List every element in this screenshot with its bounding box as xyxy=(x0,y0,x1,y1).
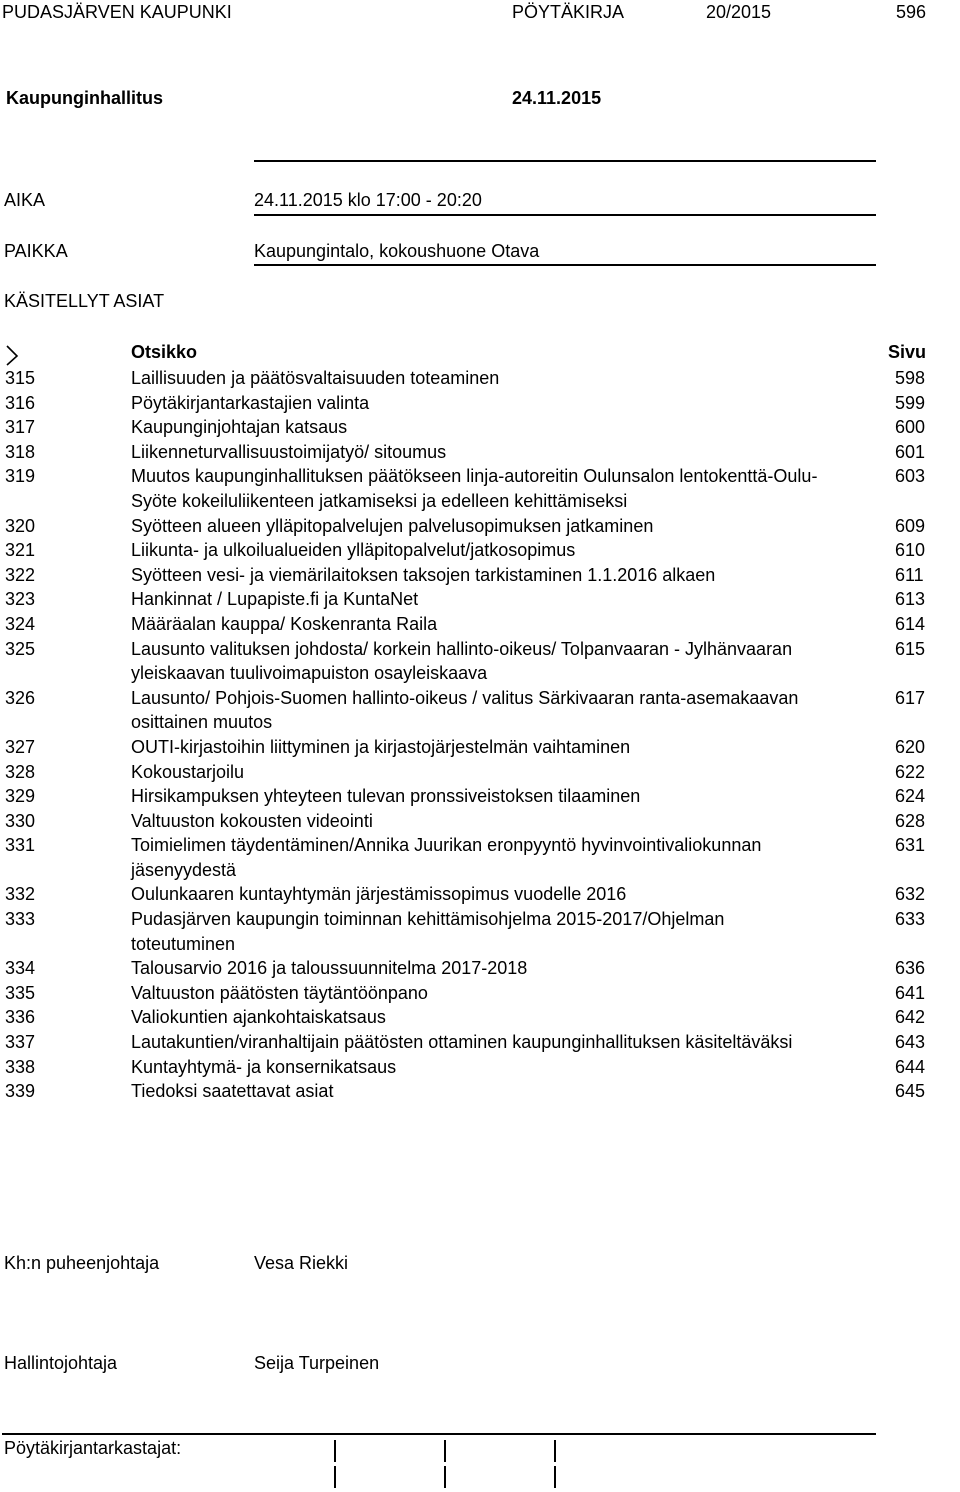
toc-item-page: 643 xyxy=(895,1032,926,1053)
toc-item-number: 316 xyxy=(5,392,36,413)
toc-item-page: 632 xyxy=(895,884,926,905)
toc-row xyxy=(0,1030,960,1055)
toc-item-number: 318 xyxy=(5,441,36,462)
paikka-label: PAIKKA xyxy=(4,241,68,261)
signature-bar xyxy=(554,1466,556,1488)
aika-divider xyxy=(254,214,876,216)
section-title: KÄSITELLYT ASIAT xyxy=(4,291,165,311)
toc-item-page: 598 xyxy=(895,368,926,388)
toc-item-page: 642 xyxy=(895,1007,926,1028)
toc-item-number: 332 xyxy=(5,884,36,905)
director-label: Hallintojohtaja xyxy=(4,1353,118,1373)
toc-item-number: 327 xyxy=(5,736,36,757)
toc-item-page: 603 xyxy=(895,466,926,487)
toc-item-title: Tiedoksi saatettavat asiat xyxy=(131,1081,334,1102)
toc-row xyxy=(0,784,960,809)
toc-item-number: 321 xyxy=(5,540,36,561)
signature-bar xyxy=(334,1440,336,1462)
toc-item-number: 328 xyxy=(5,761,36,782)
governing-body: Kaupunginhallitus xyxy=(6,88,163,108)
toc-item-page: 624 xyxy=(895,786,926,807)
toc-item-page: 610 xyxy=(895,540,926,561)
toc-item-number: 333 xyxy=(5,909,36,930)
toc-item-number: 325 xyxy=(5,638,36,659)
toc-item-number: 336 xyxy=(5,1007,36,1028)
toc-item-number: 329 xyxy=(5,786,36,807)
toc-item-title: Lausunto/ Pohjois-Suomen hallinto-oikeus / valitus Särkivaaran ranta-asemakaavan osittainen muutos xyxy=(131,687,799,733)
toc-row xyxy=(0,415,960,440)
toc-item-page: 601 xyxy=(895,441,926,462)
chair-name: Vesa Riekki xyxy=(254,1253,349,1273)
toc-item-number: 338 xyxy=(5,1056,36,1077)
toc-row xyxy=(0,514,960,539)
toc-item-title: Syötteen vesi- ja viemärilaitoksen taksojen tarkistaminen 1.1.2016 alkaen xyxy=(131,564,716,585)
footer-divider xyxy=(2,1433,876,1435)
toc-item-number: 322 xyxy=(5,564,36,585)
toc-item-number: 319 xyxy=(5,466,36,487)
toc-row xyxy=(0,612,960,637)
toc-item-title: Syötteen alueen ylläpitopalvelujen palvelusopimuksen jatkaminen xyxy=(131,515,654,536)
toc-item-number: 317 xyxy=(5,417,36,438)
toc-item-number: 334 xyxy=(5,958,36,979)
toc-item-page: 600 xyxy=(895,417,926,438)
toc-row xyxy=(0,587,960,612)
toc-row xyxy=(0,1055,960,1080)
signature-bar xyxy=(334,1466,336,1488)
toc-row xyxy=(0,366,960,391)
toc-item-number: 324 xyxy=(5,613,36,634)
toc-item-page: 636 xyxy=(895,958,926,979)
paragraph-anchor-icon xyxy=(5,344,19,366)
checkers-label: Pöytäkirjantarkastajat: xyxy=(4,1438,182,1458)
signature-bar xyxy=(444,1466,446,1488)
chair-label: Kh:n puheenjohtaja xyxy=(4,1253,160,1273)
aika-label: AIKA xyxy=(4,190,46,210)
toc-table xyxy=(0,342,960,1104)
toc-item-title: Oulunkaaren kuntayhtymän järjestämissopimus vuodelle 2016 xyxy=(131,884,627,905)
toc-item-title: Määräalan kauppa/ Koskenranta Raila xyxy=(131,613,438,634)
toc-item-page: 613 xyxy=(895,589,926,610)
toc-col-title: Otsikko xyxy=(131,342,198,362)
toc-row xyxy=(0,1005,960,1030)
toc-row xyxy=(0,735,960,760)
toc-item-title: Kuntayhtymä- ja konsernikatsaus xyxy=(131,1056,397,1077)
toc-item-page: 615 xyxy=(895,638,926,659)
page-number: 596 xyxy=(896,2,927,22)
toc-item-number: 326 xyxy=(5,687,36,708)
toc-item-page: 641 xyxy=(895,982,926,1003)
toc-item-number: 337 xyxy=(5,1032,36,1053)
toc-item-number: 323 xyxy=(5,589,36,610)
toc-row xyxy=(0,833,960,882)
toc-item-title: Pöytäkirjantarkastajien valinta xyxy=(131,392,370,413)
toc-item-number: 339 xyxy=(5,1081,36,1102)
toc-item-page: 614 xyxy=(895,613,926,634)
toc-row xyxy=(0,440,960,465)
toc-item-title: Pudasjärven kaupungin toiminnan kehittämisohjelma 2015-2017/Ohjelman toteutuminen xyxy=(131,909,725,954)
toc-row xyxy=(0,809,960,834)
toc-row xyxy=(0,981,960,1006)
toc-item-title: Kokoustarjoilu xyxy=(131,761,245,782)
toc-row xyxy=(0,882,960,907)
toc-item-number: 330 xyxy=(5,810,36,831)
toc-item-title: Valtuuston päätösten täytäntöönpano xyxy=(131,982,428,1003)
toc-item-page: 633 xyxy=(895,909,926,930)
toc-row xyxy=(0,464,960,513)
director-name: Seija Turpeinen xyxy=(254,1353,380,1373)
toc-row xyxy=(0,563,960,588)
toc-item-page: 628 xyxy=(895,810,926,831)
document-number: 20/2015 xyxy=(706,2,772,22)
toc-row xyxy=(0,1079,960,1104)
toc-item-title: Laillisuuden ja päätösvaltaisuuden toteaminen xyxy=(131,368,500,388)
toc-item-page: 644 xyxy=(895,1056,926,1077)
toc-item-title: Liikunta- ja ulkoilualueiden ylläpitopalvelut/jatkosopimus xyxy=(131,540,576,561)
toc-item-page: 599 xyxy=(895,392,926,413)
paikka-value: Kaupungintalo, kokoushuone Otava xyxy=(254,241,540,261)
toc-item-page: 611 xyxy=(895,564,924,585)
toc-col-page: Sivu xyxy=(888,342,927,362)
toc-item-title: Toimielimen täydentäminen/Annika Juurikan eronpyyntö hyvinvointivaliokunnan jäsenyydestä xyxy=(131,835,762,880)
aika-value: 24.11.2015 klo 17:00 - 20:20 xyxy=(254,190,482,210)
toc-row xyxy=(0,637,960,686)
toc-item-number: 335 xyxy=(5,982,36,1003)
toc-item-page: 631 xyxy=(895,835,926,856)
toc-item-title: Valtuuston kokousten videointi xyxy=(131,810,373,831)
meeting-date-header: 24.11.2015 xyxy=(512,88,602,108)
toc-row xyxy=(0,391,960,416)
toc-item-title: Lautakuntien/viranhaltijain päätösten ottaminen kaupunginhallituksen käsiteltäväksi xyxy=(131,1032,793,1053)
signature-bar xyxy=(444,1440,446,1462)
toc-item-title: Kaupunginjohtajan katsaus xyxy=(131,417,348,438)
toc-item-page: 620 xyxy=(895,736,926,757)
toc-item-title: Hirsikampuksen yhteyteen tulevan pronssiveistoksen tilaaminen xyxy=(131,786,641,807)
toc-item-title: Muutos kaupunginhallituksen päätökseen linja-autoreitin Oulunsalon lentokenttä-Oulu-Syöte kokeiluliikenteen jatkamiseksi ja edelleen kehittämiseksi xyxy=(131,466,818,511)
toc-row xyxy=(0,686,960,735)
toc-item-title: Liikenneturvallisuustoimijatyö/ sitoumus xyxy=(131,441,447,462)
toc-row xyxy=(0,538,960,563)
toc-item-page: 645 xyxy=(895,1081,926,1102)
toc-item-page: 609 xyxy=(895,515,926,536)
document-type: PÖYTÄKIRJA xyxy=(512,2,625,22)
toc-row xyxy=(0,956,960,981)
toc-item-title: Hankinnat / Lupapiste.fi ja KuntaNet xyxy=(131,589,419,610)
toc-item-title: Lausunto valituksen johdosta/ korkein hallinto-oikeus/ Tolpanvaaran - Jylhänvaaran yleiskaavan tuulivoimapuiston osayleiskaava xyxy=(131,638,793,684)
toc-item-title: Valiokuntien ajankohtaiskatsaus xyxy=(131,1007,386,1028)
paikka-divider xyxy=(254,264,876,266)
header-divider xyxy=(254,160,876,162)
toc-item-page: 622 xyxy=(895,761,926,782)
organization-name: PUDASJÄRVEN KAUPUNKI xyxy=(2,2,232,22)
toc-header-row xyxy=(0,342,960,366)
toc-row xyxy=(0,907,960,956)
toc-item-number: 315 xyxy=(5,368,36,388)
toc-item-title: OUTI-kirjastoihin liittyminen ja kirjastojärjestelmän vaihtaminen xyxy=(131,736,631,757)
toc-item-title: Talousarvio 2016 ja taloussuunnitelma 2017-2018 xyxy=(131,958,528,979)
toc-item-page: 617 xyxy=(895,687,926,708)
toc-item-number: 320 xyxy=(5,515,36,536)
signature-bar xyxy=(554,1440,556,1462)
toc-row xyxy=(0,760,960,785)
toc-item-number: 331 xyxy=(5,835,36,856)
